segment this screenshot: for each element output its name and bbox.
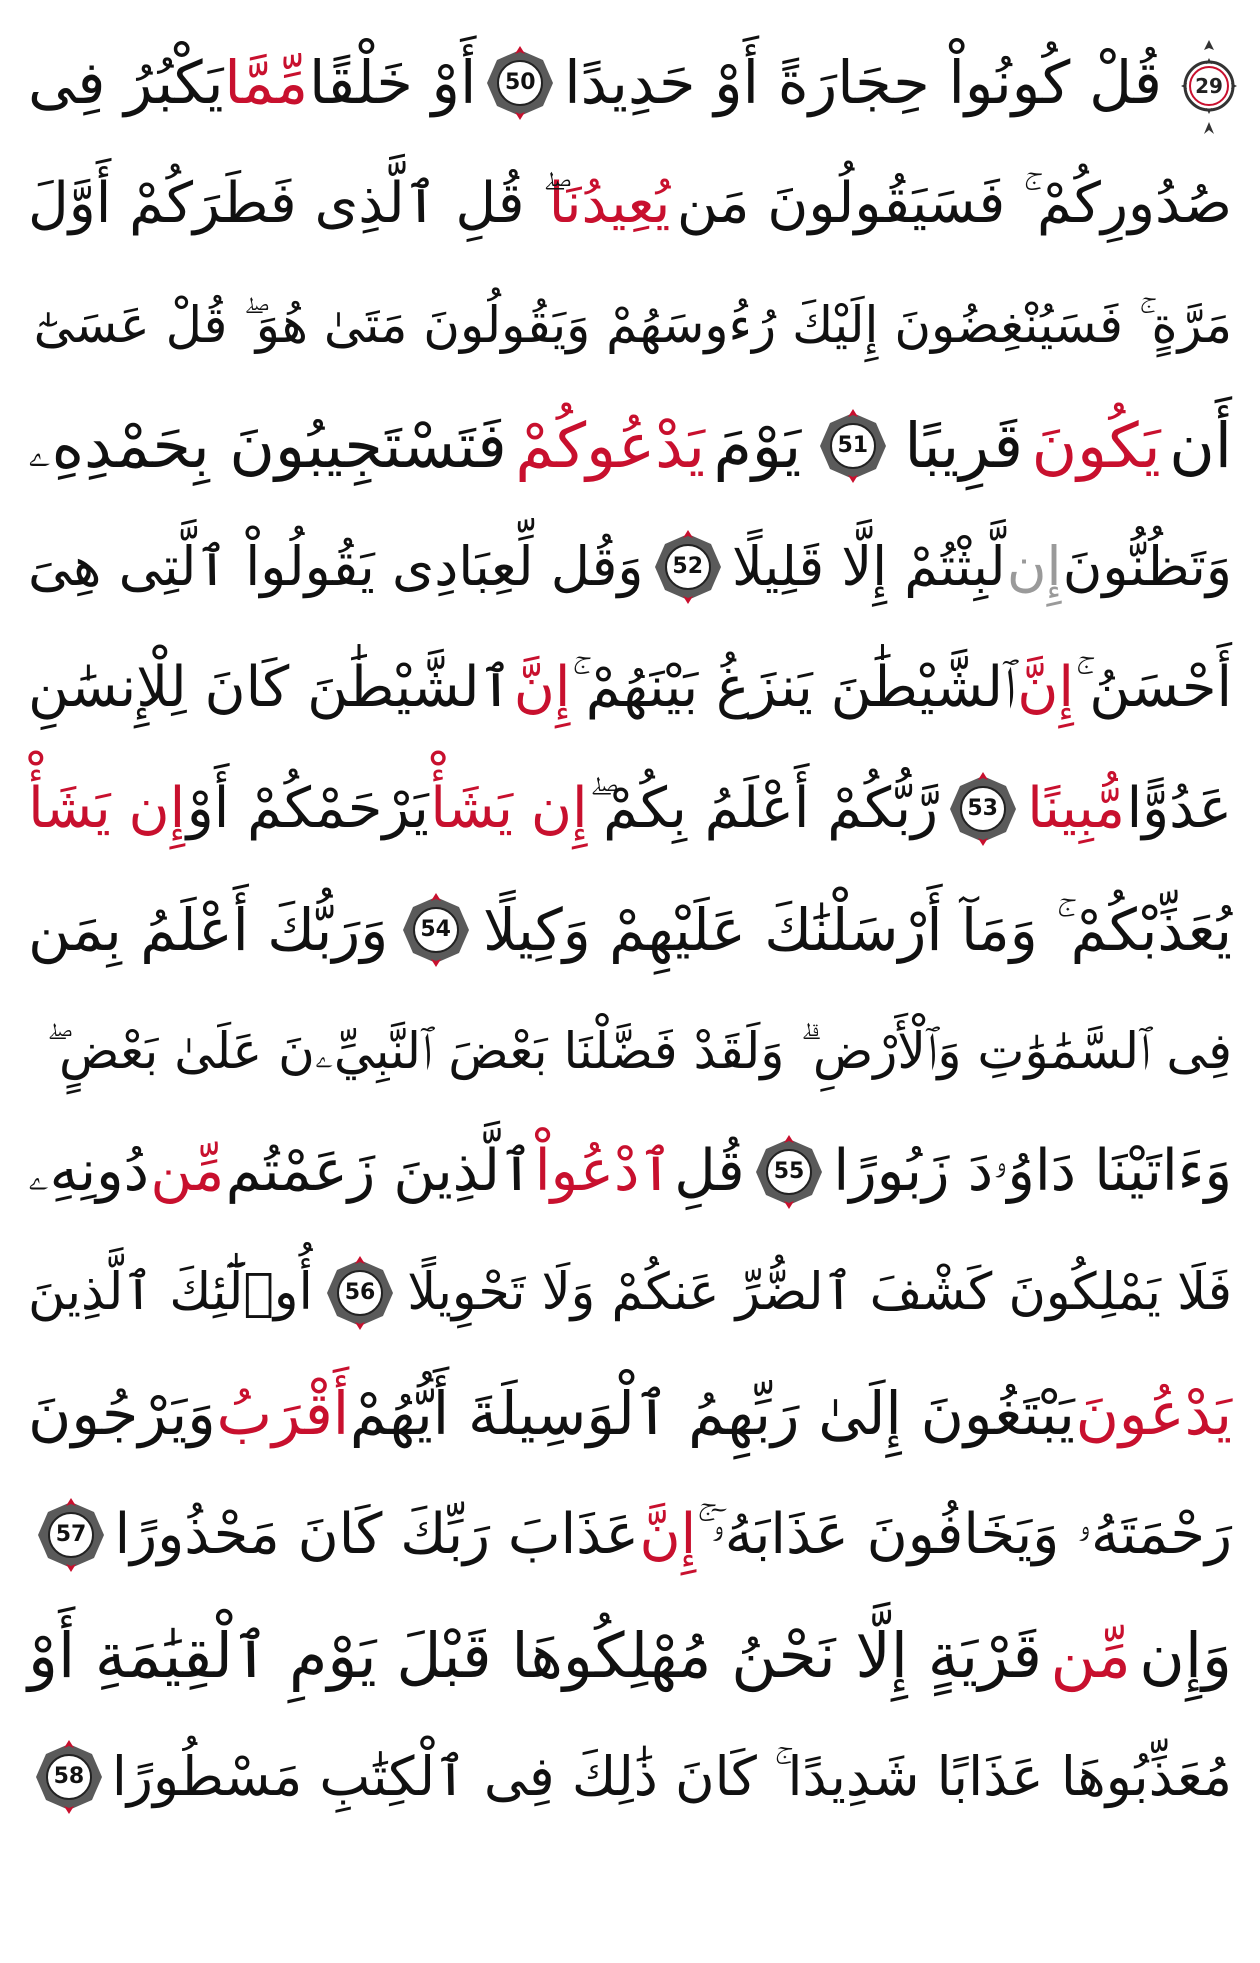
- verse-text: فِى ٱلسَّمَٰوَٰتِ وَٱلْأَرْضِ ۗ وَلَقَدْ فَضَّلْنَا بَعْضَ ٱلنَّبِيِّۦنَ عَلَىٰ بَعْضٍ ۖ: [46, 1021, 1232, 1080]
- text-line: [28, 1474, 1232, 1595]
- ayah-number: 56: [344, 1279, 376, 1305]
- verse-text: يَوْمَ: [713, 408, 802, 482]
- verse-text: فَلَا يَمْلِكُونَ كَشْفَ ٱلضُّرِّ عَنكُمْ وَلَا تَحْوِيلًا: [407, 1263, 1232, 1322]
- verse-text: أُو۟لَٰٓئِكَ ٱلَّذِينَ: [28, 1263, 313, 1322]
- text-line: [28, 869, 1232, 990]
- tajweed-highlight: يَدْعُوكُمْ: [515, 408, 705, 482]
- verse-text: قَرِيبًا: [904, 408, 1024, 482]
- verse-text: ٱلَّذِينَ زَعَمْتُم: [225, 1138, 534, 1204]
- ayah-number: 55: [773, 1158, 805, 1184]
- verse-text: دُونِهِۦ: [28, 1138, 150, 1204]
- verse-text: قَرْيَةٍ إِلَّا نَحْنُ مُهْلِكُوهَا قَبْلَ يَوْمِ ٱلْقِيَٰمَةِ أَوْ: [28, 1618, 1043, 1692]
- verse-text: رَحْمَتَهُۥ وَيَخَافُونَ عَذَابَهُۥٓ ۚ: [696, 1501, 1232, 1567]
- verse-text: وَءَاتَيْنَا دَاوُۥدَ زَبُورًا: [833, 1138, 1232, 1204]
- ayah-marker: [399, 893, 473, 967]
- text-line: [28, 143, 1232, 264]
- tajweed-highlight: مِّمَّا: [224, 48, 309, 117]
- verse-text: عَدُوًّا: [1126, 775, 1232, 841]
- verse-text: قُلِ: [674, 1138, 745, 1204]
- text-line: [28, 1353, 1232, 1474]
- verse-text: وَإِن: [1139, 1618, 1232, 1692]
- verse-text: مَرَّةٍ ۚ فَسَيُنْغِضُونَ إِلَيْكَ رُءُوسَهُمْ وَيَقُولُونَ مَتَىٰ هُوَ ۖ قُلْ عَسَىٰٓ: [33, 295, 1232, 354]
- tajweed-highlight: إِنَّ: [513, 654, 571, 720]
- tajweed-highlight: مِّن: [1050, 1618, 1131, 1692]
- tajweed-highlight: إِن: [1006, 534, 1062, 598]
- ayah-marker: [483, 46, 557, 120]
- text-line: [28, 748, 1232, 869]
- text-line: [28, 1111, 1232, 1232]
- text-line: [28, 22, 1232, 143]
- verse-text: مُعَذِّبُوهَا عَذَابًا شَدِيدًا ۚ كَانَ ذَٰلِكَ فِى ٱلْكِتَٰبِ مَسْطُورًا: [111, 1744, 1232, 1808]
- ayah-number: 54: [420, 916, 451, 942]
- ayah-marker: [34, 1498, 108, 1572]
- ayah-number: 53: [967, 795, 998, 821]
- tajweed-highlight: مِّن: [150, 1138, 225, 1204]
- verse-text: فَتَسْتَجِيبُونَ بِحَمْدِهِۦ: [28, 408, 507, 482]
- tajweed-highlight: ٱدْعُواْ: [534, 1138, 673, 1204]
- ayah-marker: [816, 409, 890, 483]
- text-line: [28, 385, 1232, 506]
- tajweed-highlight: إِنَّ: [639, 1501, 697, 1567]
- ayah-marker: [752, 1135, 826, 1209]
- verse-text: أَحْسَنُ ۚ: [1075, 654, 1232, 720]
- verse-text: ٱلشَّيْطَٰنَ كَانَ لِلْإِنسَٰنِ: [28, 654, 513, 720]
- verse-text: يَبْتَغُونَ إِلَىٰ رَبِّهِمُ ٱلْوَسِيلَةَ أَيُّهُمْ: [349, 1379, 1075, 1448]
- tajweed-highlight: إِن يَشَأْ: [28, 775, 186, 841]
- verse-text: وَرَبُّكَ أَعْلَمُ بِمَن: [28, 895, 389, 964]
- ayah-number: 51: [837, 432, 869, 458]
- text-lines: [28, 22, 1232, 1837]
- ayah-marker: [323, 1256, 397, 1330]
- text-line: [28, 1716, 1232, 1837]
- tajweed-highlight: مُّبِينًا: [1027, 775, 1125, 841]
- text-line: [28, 506, 1232, 627]
- verse-text: لَّبِثْتُمْ إِلَّا قَلِيلًا: [731, 534, 1006, 598]
- ayah-number: 52: [672, 553, 704, 579]
- verse-text: أَن: [1169, 408, 1232, 482]
- ayah-marker: [32, 1740, 106, 1814]
- verse-text: أَوْ خَلْقًا: [308, 48, 477, 117]
- text-line: [28, 990, 1232, 1111]
- verse-text: يَرْحَمْكُمْ أَوْ: [186, 775, 429, 841]
- verse-text: قُلْ كُونُواْ حِجَارَةً أَوْ حَدِيدًا: [564, 48, 1162, 117]
- juz-number: 29: [1195, 74, 1223, 98]
- tajweed-highlight: يَكُونَ: [1031, 408, 1161, 482]
- ayah-number: 57: [55, 1521, 87, 1547]
- text-line: [28, 264, 1232, 385]
- verse-text: ۖ قُلِ ٱلَّذِى فَطَرَكُمْ أَوَّلَ: [28, 170, 543, 236]
- tajweed-highlight: إِنَّ: [1017, 654, 1074, 720]
- verse-text: عَذَابَ رَبِّكَ كَانَ مَحْذُورًا: [114, 1501, 639, 1567]
- tajweed-highlight: أَقْرَبُ: [216, 1379, 350, 1448]
- verse-text: يَكْبُرُ فِى: [28, 48, 224, 117]
- text-line: [28, 1232, 1232, 1353]
- tajweed-highlight: إِن يَشَأْ: [430, 775, 588, 841]
- tajweed-highlight: يُعِيدُنَا: [548, 170, 671, 236]
- verse-text: وَيَرْجُونَ: [28, 1379, 216, 1448]
- tajweed-highlight: يَدْعُونَ: [1075, 1379, 1232, 1448]
- verse-text: وَقُل لِّعِبَادِى يَقُولُواْ ٱلَّتِى هِىَ: [28, 534, 644, 598]
- text-line: [28, 627, 1232, 748]
- verse-text: رَّبُّكُمْ أَعْلَمُ بِكُمْ ۖ: [589, 775, 939, 841]
- verse-text: يُعَذِّبْكُمْ ۚ وَمَآ أَرْسَلْنَٰكَ عَلَيْهِمْ وَكِيلًا: [482, 895, 1232, 964]
- ayah-marker: [946, 772, 1020, 846]
- ayah-number: 50: [505, 69, 536, 95]
- verse-text: ٱلشَّيْطَٰنَ يَنزَغُ بَيْنَهُمْ ۚ: [571, 654, 1016, 720]
- ayah-number: 58: [53, 1763, 85, 1789]
- verse-text: صُدُورِكُمْ ۚ فَسَيَقُولُونَ مَن: [676, 170, 1232, 236]
- verse-text: وَتَظُنُّونَ: [1062, 534, 1232, 598]
- text-line: [28, 1595, 1232, 1716]
- ayah-marker: [651, 530, 725, 604]
